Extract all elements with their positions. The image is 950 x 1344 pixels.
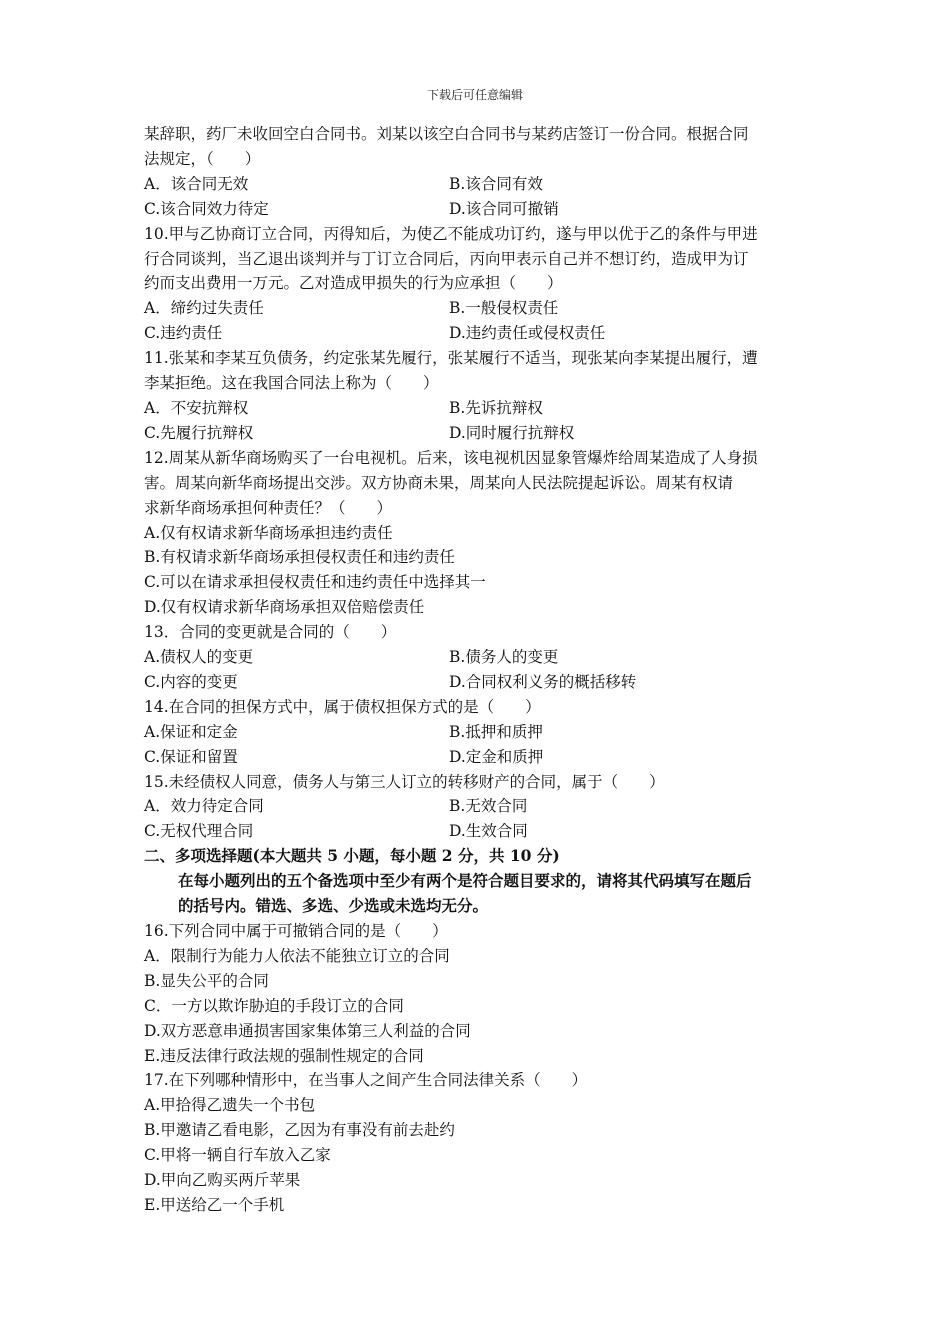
option-c: C.无权代理合同 [144, 822, 254, 841]
option-d: D.合同权利义务的概括移转 [449, 672, 637, 691]
option-a: A．效力待定合同 [144, 797, 264, 816]
option-c: C．一方以欺诈胁迫的手段订立的合同 [144, 996, 404, 1015]
option-d: D.该合同可撤销 [449, 199, 559, 218]
option-b: B.一般侵权责任 [449, 299, 559, 318]
question-13 [144, 620, 812, 695]
option-c: C.先履行抗辩权 [144, 423, 254, 442]
option-e: E.甲送给乙一个手机 [144, 1195, 285, 1214]
question-text: 11.张某和李某互负债务，约定张某先履行，张某履行不适当，现张某向李某提出履行，遭 [144, 349, 758, 368]
question-text: 13．合同的变更就是合同的（ ） [144, 623, 397, 642]
option-a: A.保证和定金 [144, 722, 238, 741]
option-c: C.可以在请求承担侵权责任和违约责任中选择其一 [144, 573, 486, 592]
option-b: B.有权请求新华商场承担侵权责任和违约责任 [144, 548, 455, 567]
option-a: A．限制行为能力人依法不能独立订立的合同 [144, 946, 450, 965]
question-text: 10.甲与乙协商订立合同，丙得知后，为使乙不能成功订约，遂与甲以优于乙的条件与甲进 [144, 224, 758, 243]
section-instructions: 的括号内。错选、多选、少选或未选均无分。 [178, 896, 489, 916]
question-text: 16.下列合同中属于可撤销合同的是（ ） [144, 922, 448, 940]
option-b: B.显失公平的合同 [144, 971, 269, 990]
option-e: E.违反法律行政法规的强制性规定的合同 [144, 1046, 424, 1065]
option-c: C.违约责任 [144, 324, 223, 343]
question-15 [144, 770, 812, 845]
option-b: B.先诉抗辩权 [449, 398, 543, 417]
question-text: 15.未经债权人同意，债务人与第三人订立的转移财产的合同，属于（ ） [144, 772, 665, 791]
question-17 [144, 1068, 812, 1217]
question-text: 12.周某从新华商场购买了一台电视机。后来，该电视机因显象管爆炸给周某造成了人身损 [144, 448, 758, 467]
question-text: 求新华商场承担何种责任？（ ） [144, 498, 393, 517]
question-11 [144, 346, 812, 446]
question-text: 某辞职，药厂未收回空白合同书。刘某以该空白合同书与某药店签订一份合同。根据合同 [144, 125, 749, 143]
question-9 [144, 122, 812, 222]
option-b: B.甲邀请乙看电影，乙因为有事没有前去赴约 [144, 1121, 455, 1140]
question-text: 法规定，（ ） [144, 149, 261, 168]
option-d: D.定金和质押 [449, 747, 544, 766]
question-text: 行合同谈判，当乙退出谈判并与丁订立合同后，丙向甲表示自己并不想订约，造成甲为订 [144, 249, 749, 268]
option-a: A．该合同无效 [144, 174, 249, 193]
option-a: A.债权人的变更 [144, 648, 254, 667]
option-c: C.该合同效力待定 [144, 199, 269, 218]
section-title: 二、多项选择题(本大题共 5 小题，每小题 2 分，共 10 分) [144, 846, 560, 866]
section-2 [144, 844, 812, 919]
option-b: B.债务人的变更 [449, 648, 559, 667]
option-a: A．缔约过失责任 [144, 299, 264, 318]
question-12 [144, 446, 812, 620]
option-c: C.保证和留置 [144, 747, 238, 766]
option-a: A．不安抗辩权 [144, 398, 249, 417]
option-d: D.同时履行抗辩权 [449, 423, 575, 442]
option-a: A.仅有权请求新华商场承担违约责任 [144, 523, 393, 542]
option-d: D.甲向乙购买两斤苹果 [144, 1171, 301, 1190]
option-d: D.双方恶意串通损害国家集体第三人利益的合同 [144, 1021, 471, 1040]
question-text: 17.在下列哪种情形中，在当事人之间产生合同法律关系（ ） [144, 1071, 588, 1090]
option-d: D.生效合同 [449, 822, 528, 841]
option-d: D.违约责任或侵权责任 [449, 324, 606, 343]
section-instructions: 在每小题列出的五个备选项中至少有两个是符合题目要求的，请将其代码填写在题后 [178, 871, 752, 891]
question-14 [144, 695, 812, 770]
option-c: C.甲将一辆自行车放入乙家 [144, 1146, 331, 1165]
question-text: 害。周某向新华商场提出交涉。双方协商未果，周某向人民法院提起诉讼。周某有权请 [144, 473, 734, 492]
option-b: B.无效合同 [449, 797, 528, 816]
page-content [144, 122, 812, 1218]
option-a: A.甲拾得乙遗失一个书包 [144, 1096, 316, 1115]
question-16 [144, 919, 812, 1068]
question-text: 李某拒绝。这在我国合同法上称为（ ） [144, 374, 439, 393]
question-text: 14.在合同的担保方式中，属于债权担保方式的是（ ） [144, 697, 541, 716]
question-text: 约而支出费用一万元。乙对造成甲损失的行为应承担（ ） [144, 274, 563, 293]
option-d: D.仅有权请求新华商场承担双倍赔偿责任 [144, 598, 425, 617]
option-b: B.抵押和质押 [449, 722, 543, 741]
question-10 [144, 222, 812, 347]
option-b: B.该合同有效 [449, 174, 543, 193]
option-c: C.内容的变更 [144, 672, 238, 691]
page-header: 下载后可任意编辑 [426, 88, 523, 102]
